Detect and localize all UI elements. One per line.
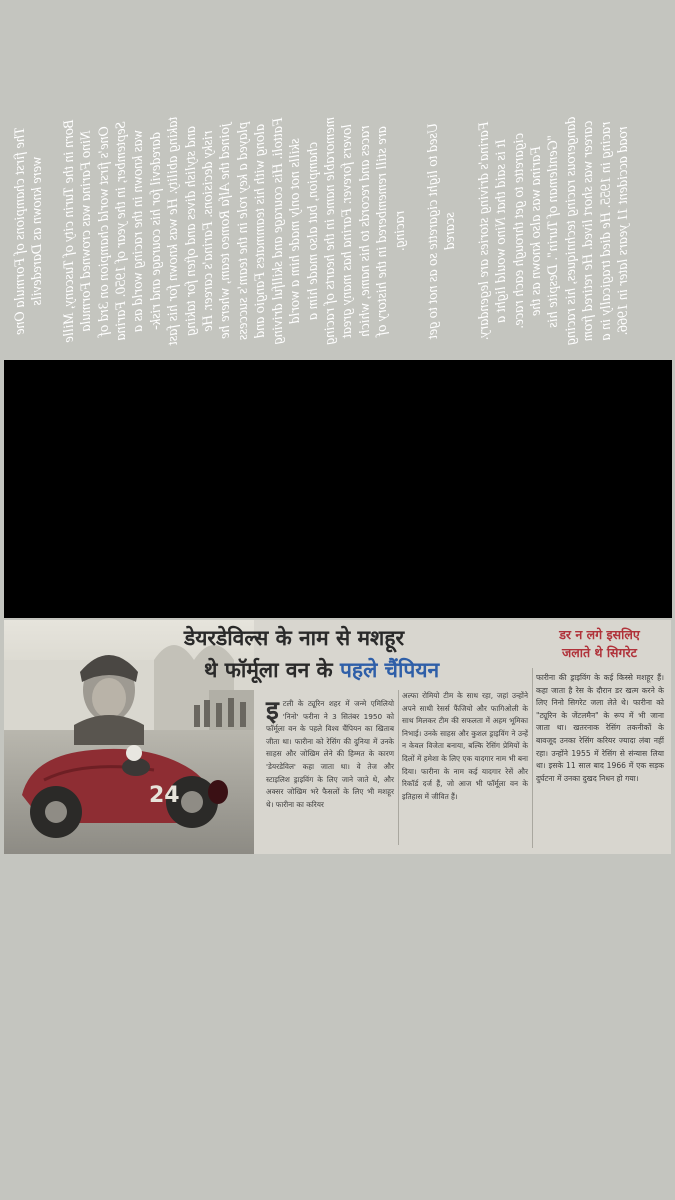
article-column-1	[266, 698, 394, 811]
translation-paragraph-1: Born in the Turin city of Tuscany, Mille Nino Farina was crowned Formula One's first world champion on 3rd of September, in the year of 1950. Farina was known in the racing world as a daredevil for his courage and risk-taking ability. He was known for his fast and stylish dives and often for taking risky decisions. Farina's career. He joined the Alfa Romeo team, where he played a key role in the team's success along with his teammates Fangio and Fattoli. His courage and skillful driving skills not only made him a world champion, but also made him a memorable name in the hearts of racing lovers forever. Farina has many great races and records to his name, which are still remembered in the history of racing.	[60, 116, 408, 346]
sidebar-heading-line-2: जलाते थे सिगरेट	[562, 645, 637, 660]
column-divider	[532, 668, 533, 848]
column-divider	[398, 690, 399, 845]
sidebar-heading	[532, 626, 667, 662]
sidebar-heading-line-1: डर न लगे इसलिए	[559, 627, 640, 642]
translation-paragraph-2: Farina's driving stories are legendary. It is said that Nino would light a cigarette to get through each race. Farina was also known as the "Gentleman of Turin". Despite his dangerous racing techniques, his racing career was short lived. He retired from racing in 1955. He died tragically in a road accident 11 years later in 1966.	[475, 116, 631, 346]
translation-title: The first champions of Formula One were known as Daredevils	[12, 127, 46, 335]
drop-cap: इ	[266, 696, 279, 726]
translation-text	[4, 102, 632, 360]
headline-line-2-part-b: पहले चैंपियन	[340, 658, 440, 682]
headline-line-2-part-a: थे फॉर्मूला वन के	[204, 658, 340, 682]
headline-line-1: डेयरडेविल्स के नाम से मशहूर	[184, 626, 405, 650]
article-column-2: अल्फा रोमियो टीम के साथ रहा, जहां उन्होंने अपने साथी रेसर्स फैंजियो और फागिओली के साथ मिलकर टीम की सफलता में अहम भूमिका निभाई। उनके साहस और कुशल ड्राइविंग ने उन्हें न केवल विजेता बनाया, बल्कि रेसिंग प्रेमियों के दिलों में हमेशा के लिए एक यादगार नाम भी बना दिया। फारीना के नाम कई यादगार रेसें और रिकॉर्ड दर्ज हैं, जो आज भी फॉर्मूला वन के इतिहास में जीवित हैं।	[402, 691, 528, 801]
newspaper-clipping	[4, 620, 671, 854]
headline-line-2	[174, 654, 534, 686]
translation-panel	[4, 116, 672, 618]
clipping-headline	[174, 622, 534, 686]
sidebar-column: फारीना की ड्राइविंग के कई किस्से मशहूर हैं। कहा जाता है रेस के दौरान डर खत्म करने के लिए निनो सिगरेट जला लेते थे। फारीना को "ट्यूरिन के जेंटलमैन" के रूप में भी जाना जाता था। खतरनाक रेसिंग तकनीकों के बावजूद उनका रेसिंग करियर ज्यादा लंबा नहीं रहा। उन्होंने 1955 में रेसिंग से संन्यास लिया था। इसके 11 साल बाद 1966 में एक सड़क दुर्घटना में उनका दुखद निधन हो गया।	[536, 673, 664, 783]
car-number: 24	[149, 783, 180, 808]
translation-subhead: Used to light cigarette so as not to get scared	[424, 122, 459, 340]
article-column-1-text: टली के ट्यूरिन शहर में जन्मे एमिलियो 'निनो' फरीना ने 3 सितंबर 1950 को फॉर्मूला वन के पहले विश्व चैंपियन का खिताब जीता था। फारीना को रेसिंग की दुनिया में उनके साहस और जोखिम लेने की हिम्मत के कारण 'डेयरडेविल' कहा जाता था। वे तेज और स्टाइलिश ड्राइविंग के लिए जाने जाते थे, और अक्सर जोखिम भरे फैसलों के लिए भी मशहूर थे। फारीना का करियर	[266, 699, 394, 809]
